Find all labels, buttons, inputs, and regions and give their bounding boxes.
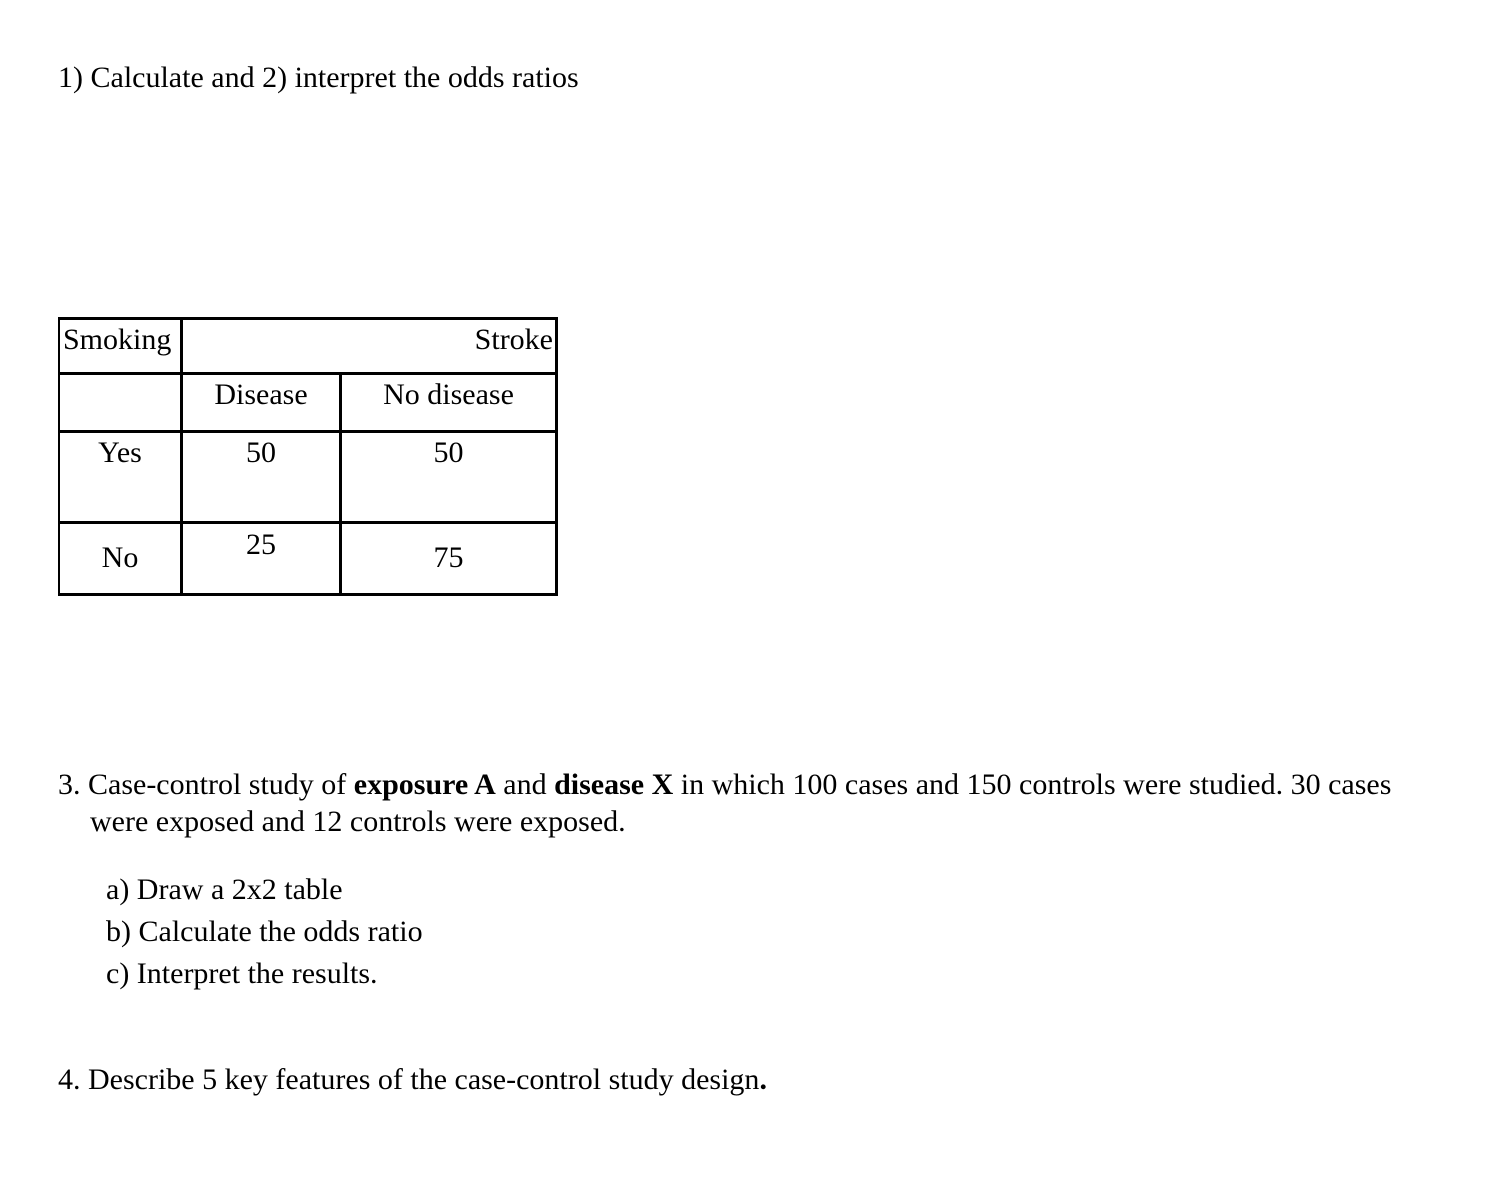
question-3-part: in which 100 cases and 150 controls were studied. 30 cases xyxy=(673,768,1392,801)
question-4-end-mark: . xyxy=(759,1063,767,1096)
question-3-subitem: c) Interpret the results. xyxy=(106,957,378,990)
table-border-bottom xyxy=(58,593,558,596)
question-4-body: 4. Describe 5 key features of the case-control study design xyxy=(58,1063,760,1096)
table-corner-header: Smoking xyxy=(63,323,172,356)
table-rule xyxy=(58,372,558,375)
table-border-top xyxy=(58,317,558,320)
question-3-subitem: a) Draw a 2x2 table xyxy=(106,873,343,906)
table-border-right xyxy=(555,317,558,596)
question-4-text xyxy=(58,1062,767,1098)
table-cell: 50 xyxy=(246,436,276,469)
question-3-bold-exposure: exposure A xyxy=(353,768,496,801)
question-3-text-continued: were exposed and 12 controls were exposed. xyxy=(90,805,626,838)
table-row-label: Yes xyxy=(98,436,142,469)
question-3-subitem: b) Calculate the odds ratio xyxy=(106,915,423,948)
question-3-text xyxy=(58,767,1391,803)
table-col-header: No disease xyxy=(383,378,514,411)
table-cell: 25 xyxy=(246,528,276,561)
table-col-header: Disease xyxy=(214,378,308,411)
table-row-label: No xyxy=(101,541,139,574)
question-3-part: Case-control study of xyxy=(88,768,354,801)
question-3-number: 3. xyxy=(58,768,81,801)
table-rule xyxy=(58,430,558,433)
question-3-bold-disease: disease X xyxy=(554,768,674,801)
question-3-part: and xyxy=(495,768,555,801)
question-1-heading: 1) Calculate and 2) interpret the odds ratios xyxy=(58,61,579,94)
table-rule xyxy=(58,521,558,524)
table-cell: 50 xyxy=(433,436,464,469)
table-cell: 75 xyxy=(433,541,464,574)
table-group-header: Stroke xyxy=(474,323,553,356)
